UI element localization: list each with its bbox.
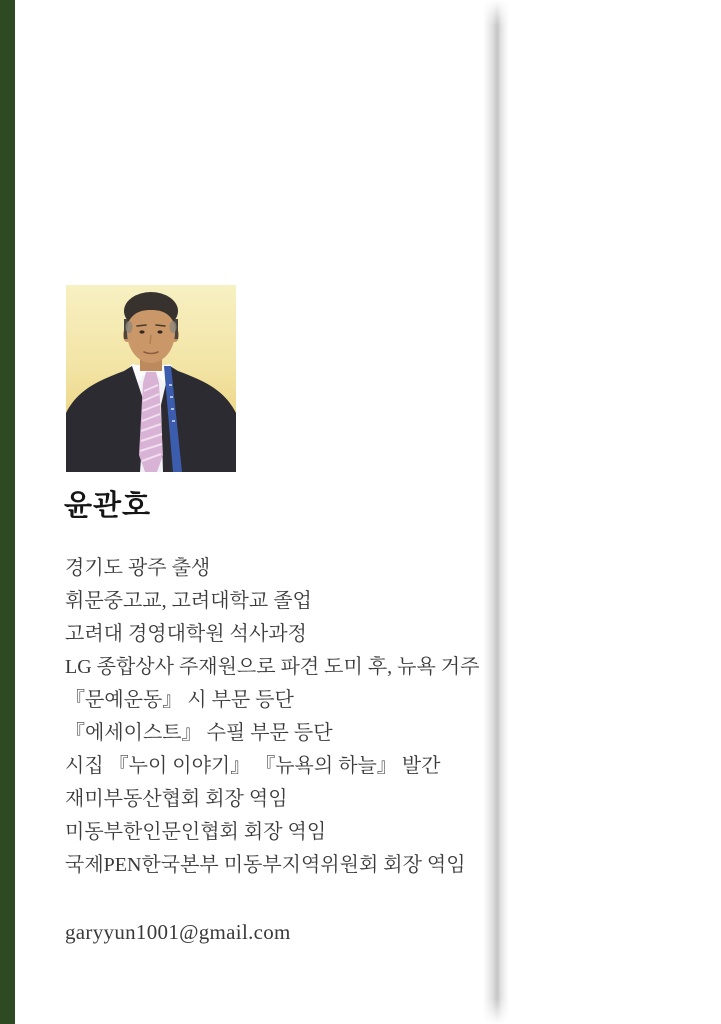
bio-line-birthplace: 경기도 광주 출생 (65, 557, 211, 579)
bio-line-publications: 시집 『누이 이야기』 『뉴욕의 하늘』 발간 (65, 755, 441, 777)
bio-line-realty-assoc: 재미부동산협회 회장 역임 (65, 788, 288, 810)
bio-line-essay-debut: 『에세이스트』 수필 부문 등단 (65, 722, 333, 744)
author-name: 윤관호 (64, 490, 152, 522)
author-portrait-illustration (66, 285, 236, 472)
author-email: garyyun1001@gmail.com (65, 920, 291, 944)
bio-line-writers-assoc: 미동부한인문인협회 회장 역임 (65, 821, 327, 843)
bio-line-pen-assoc: 국제PEN한국본부 미동부지역위원회 회장 역임 (65, 854, 466, 876)
author-photo (66, 285, 236, 472)
bio-line-education: 휘문중고교, 고려대학교 졸업 (65, 590, 312, 612)
bio-line-graduate-school: 고려대 경영대학원 석사과정 (65, 623, 307, 645)
bio-line-poetry-debut: 『문예운동』 시 부문 등단 (65, 689, 294, 711)
book-spine-stripe (0, 0, 15, 1024)
bio-list (65, 552, 479, 882)
bio-line-career: LG 종합상사 주재원으로 파견 도미 후, 뉴욕 거주 (65, 656, 480, 678)
page-fold-shadow (483, 0, 509, 1024)
